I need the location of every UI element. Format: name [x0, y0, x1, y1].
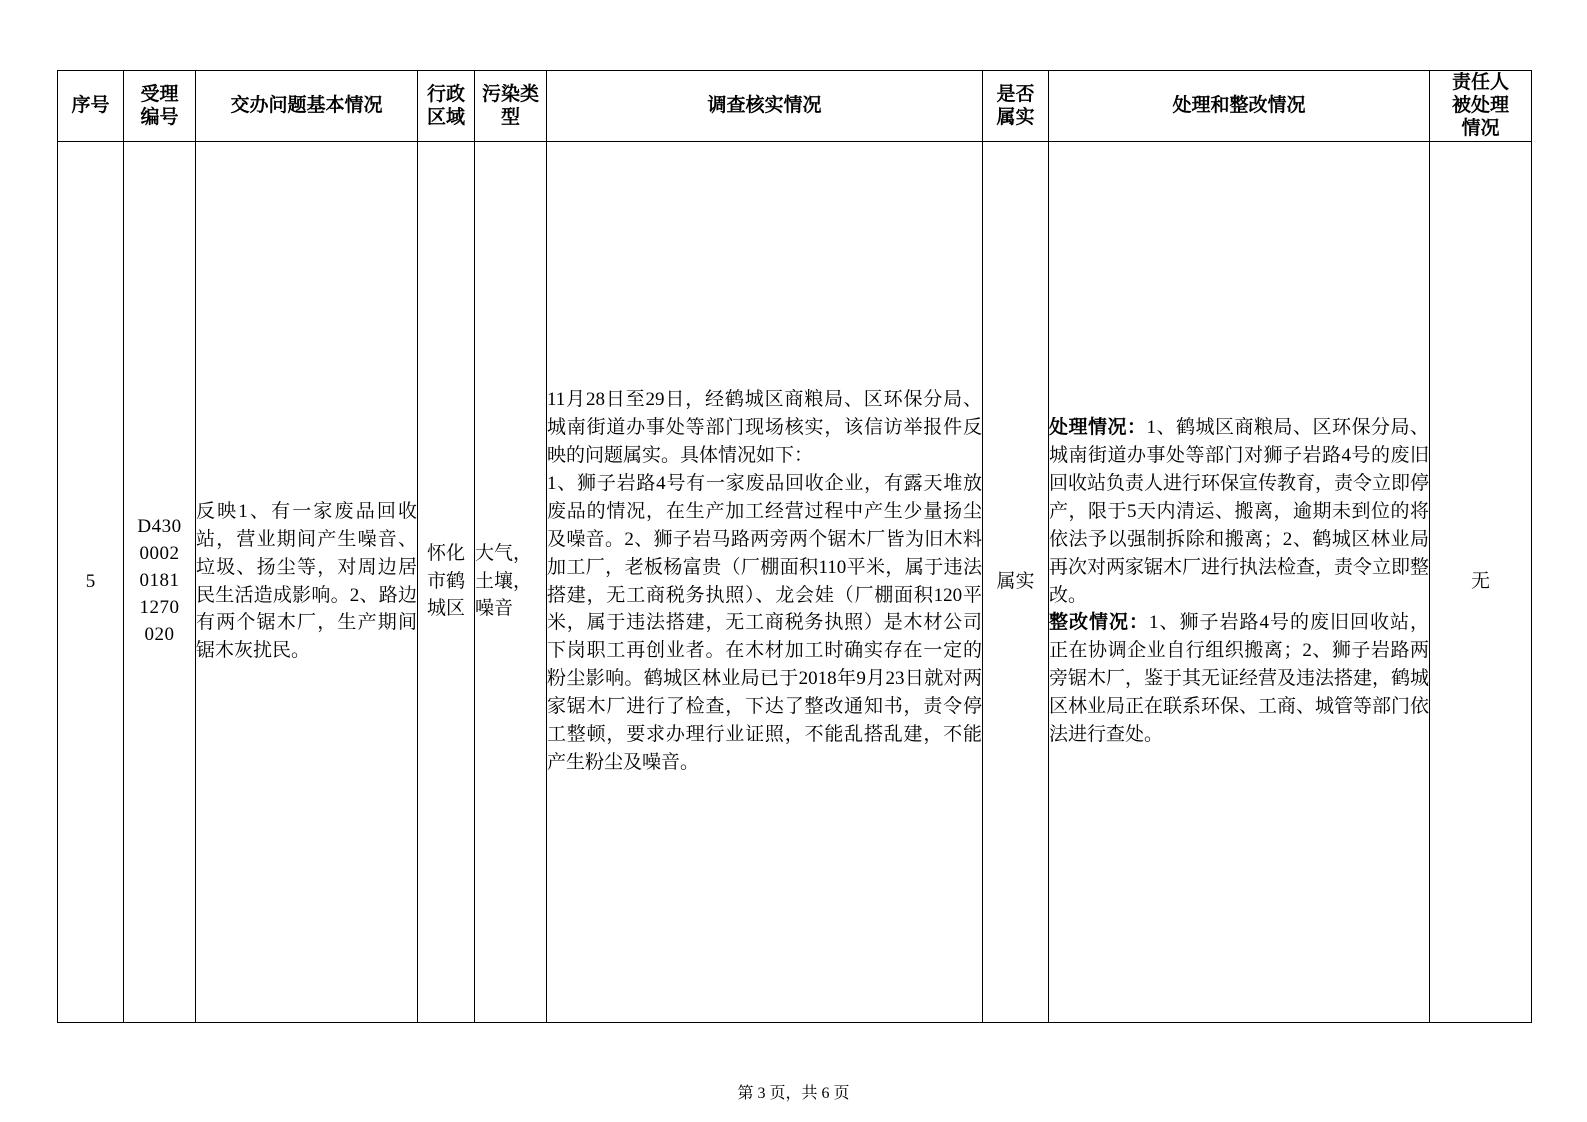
column-header-responsible-line2: 被处理: [1451, 95, 1509, 117]
cell-investigation-value: [547, 386, 982, 777]
investigation-report-table: [57, 70, 1532, 1023]
cell-seq: [58, 141, 124, 1022]
problem-text: 反映1、有一家废品回收站，营业期间产生噪音、垃圾、扬尘等，对周边居民生活造成影响。2、路边有两个锯木厂，生产期间锯木灰扰民。: [196, 500, 417, 662]
column-header-pollution-type-line2: 型: [500, 106, 520, 128]
column-header-responsible-line3: 情况: [1461, 118, 1500, 140]
cell-pollution-type: [475, 141, 547, 1022]
handling-block-1-text: 1、鹤城区商粮局、区环保分局、城南街道办事处等部门对狮子岩路4号的废旧回收站负责人进行环保宣传教育，责令立即停产，限于5天内清运、搬离，逾期未到位的将依法予以强制拆除和搬离；2、鹤城区林业局再次对两家锯木厂进行执法检查，责令立即整改。: [1049, 416, 1430, 606]
case-no-line4: 1270: [139, 597, 180, 618]
column-header-pollution-type-line1: 污染类: [481, 83, 539, 105]
investigation-paragraph-2: 1、狮子岩路4号有一家废品回收企业，有露天堆放废品的情况，在生产加工经营过程中产生少量扬尘及噪音。2、狮子岩马路两旁两个锯木厂皆为旧木料加工厂，老板杨富贵（厂棚面积110平米，属于违法搭建，无工商税务执照）、龙会娃（厂棚面积120平米，属于违法搭建，无工商税务执照）是木材公司下岗职工再创业者。在木材加工时确实存在一定的粉尘影响。鹤城区林业局已于2018年9月23日就对两家锯木厂进行了检查，下达了整改通知书，责令停工整顿，要求办理行业证照，不能乱搭乱建，不能产生粉尘及噪音。: [547, 472, 982, 774]
column-header-investigation-label: 调查核实情况: [707, 95, 822, 117]
cell-investigation: [547, 141, 983, 1022]
case-no-line3: 0181: [139, 570, 180, 592]
region-line1: 怀化: [426, 543, 465, 565]
case-no-line5: 020: [144, 623, 175, 645]
cell-problem: [196, 141, 418, 1022]
page-footer: 第 3 页，共 6 页: [737, 1085, 850, 1102]
column-header-case-no-line2: 编号: [140, 106, 179, 128]
column-header-region-line2: 区域: [426, 106, 465, 128]
cell-responsible: [1430, 141, 1532, 1022]
handling-block-1-label: 处理情况：: [1049, 416, 1147, 438]
column-header-is-true-line2: 属实: [996, 106, 1035, 128]
case-no-line2: 0002: [139, 543, 180, 565]
cell-problem-value: [196, 498, 417, 666]
column-header-case-no: [124, 71, 196, 142]
cell-region-value: [418, 540, 474, 623]
table-row: [58, 141, 1532, 1022]
cell-region: [418, 141, 475, 1022]
cell-responsible-value: 无: [1470, 570, 1490, 592]
cell-is-true: [983, 141, 1049, 1022]
table-header-row: [58, 71, 1532, 142]
column-header-handling-label: 处理和整改情况: [1172, 95, 1306, 117]
column-header-is-true-line1: 是否: [996, 83, 1035, 105]
pollution-type-line2: 土壤，: [475, 570, 533, 592]
pollution-type-line3: 噪音: [475, 598, 514, 620]
cell-is-true-value: 属实: [996, 570, 1035, 592]
cell-case-no: [124, 141, 196, 1022]
column-header-handling: [1049, 71, 1430, 142]
region-line2: 市鹤: [426, 570, 465, 592]
cell-seq-value: 5: [85, 570, 96, 592]
handling-block-2-label: 整改情况：: [1049, 612, 1149, 634]
column-header-responsible-line1: 责任人: [1451, 72, 1509, 93]
cell-case-no-value: [124, 514, 195, 649]
pollution-type-line1: 大气，: [475, 543, 533, 565]
cell-handling-value: [1049, 414, 1429, 749]
column-header-investigation: [547, 71, 983, 142]
column-header-responsible: [1430, 71, 1532, 142]
cell-pollution-type-value: [475, 540, 546, 623]
cell-handling: [1049, 141, 1430, 1022]
case-no-line1: D430: [137, 516, 182, 538]
column-header-seq-label: 序号: [71, 95, 110, 117]
column-header-problem: [196, 71, 418, 142]
column-header-problem-label: 交办问题基本情况: [230, 95, 383, 117]
column-header-case-no-line1: 受理: [140, 83, 179, 105]
column-header-seq: [58, 71, 124, 142]
column-header-pollution-type: [475, 71, 547, 142]
handling-block-1: [1049, 414, 1429, 609]
column-header-region-line1: 行政: [426, 83, 465, 105]
column-header-region: [418, 71, 475, 142]
region-line3: 城区: [426, 598, 465, 620]
handling-block-2: [1049, 609, 1429, 749]
investigation-paragraph-1: 11月28日至29日，经鹤城区商粮局、区环保分局、城南街道办事处等部门现场核实，该信访举报件反映的问题属实。具体情况如下：: [547, 389, 982, 466]
column-header-is-true: [983, 71, 1049, 142]
handling-block-2-text: 1、狮子岩路4号的废旧回收站，正在协调企业自行组织搬离；2、狮子岩路两旁锯木厂，鉴于其无证经营及违法搭建，鹤城区林业局正在联系环保、工商、城管等部门依法进行查处。: [1049, 612, 1430, 746]
